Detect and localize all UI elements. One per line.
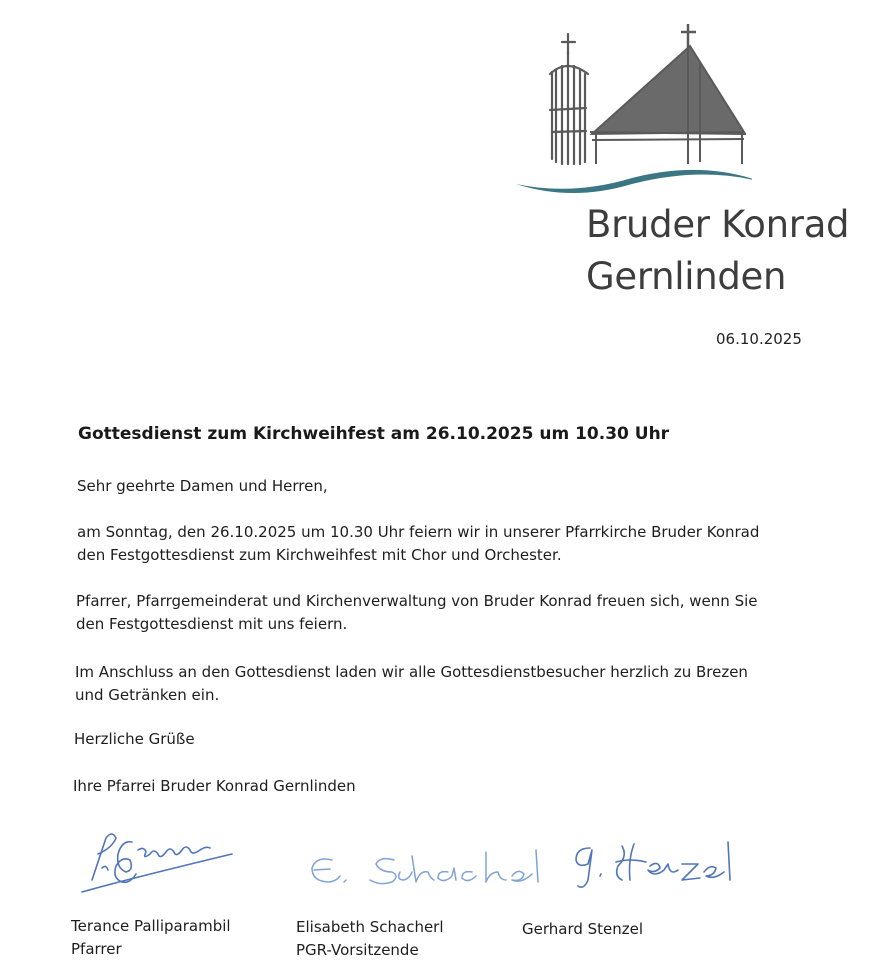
- signer-2-role: PGR-Vorsitzende: [296, 941, 419, 959]
- signer-1: [71, 915, 231, 961]
- letter-subject: Gottesdienst zum Kirchweihfest am 26.10.2025 um 10.30 Uhr: [78, 424, 670, 444]
- signer-3-name: Gerhard Stenzel: [522, 920, 644, 938]
- org-name-line1: Bruder Konrad: [586, 203, 850, 246]
- closing: Herzliche Grüße: [74, 730, 195, 748]
- paragraph-1-line2: den Festgottesdienst zum Kirchweihfest mit Chor und Orchester.: [77, 546, 562, 564]
- signer-2-name: Elisabeth Schacherl: [296, 918, 444, 936]
- signature-1-image: [72, 820, 242, 900]
- org-name-line2: Gernlinden: [586, 255, 787, 298]
- paragraph-2: [76, 590, 757, 636]
- signature-2-image: [300, 838, 550, 898]
- paragraph-3: [75, 661, 748, 707]
- paragraph-1-line1: am Sonntag, den 26.10.2025 um 10.30 Uhr feiern wir in unserer Pfarrkirche Bruder Konrad: [77, 523, 760, 541]
- sender-line: Ihre Pfarrei Bruder Konrad Gernlinden: [73, 777, 356, 795]
- paragraph-2-line2: den Festgottesdienst mit uns feiern.: [76, 615, 348, 633]
- salutation: Sehr geehrte Damen und Herren,: [77, 477, 328, 495]
- signer-1-role: Pfarrer: [71, 940, 122, 958]
- signer-2: [296, 916, 444, 962]
- signer-1-name: Terance Palliparambil: [71, 917, 231, 935]
- letter-date: 06.10.2025: [716, 330, 802, 348]
- paragraph-3-line2: und Getränken ein.: [75, 686, 220, 704]
- signature-3-image: [568, 836, 748, 894]
- signer-3: [522, 918, 643, 941]
- church-logo: [512, 14, 752, 204]
- paragraph-3-line1: Im Anschluss an den Gottesdienst laden wir alle Gottesdienstbesucher herzlich zu Brezen: [75, 663, 748, 681]
- paragraph-1: [77, 521, 759, 567]
- paragraph-2-line1: Pfarrer, Pfarrgemeinderat und Kirchenverwaltung von Bruder Konrad freuen sich, wenn Sie: [76, 592, 758, 610]
